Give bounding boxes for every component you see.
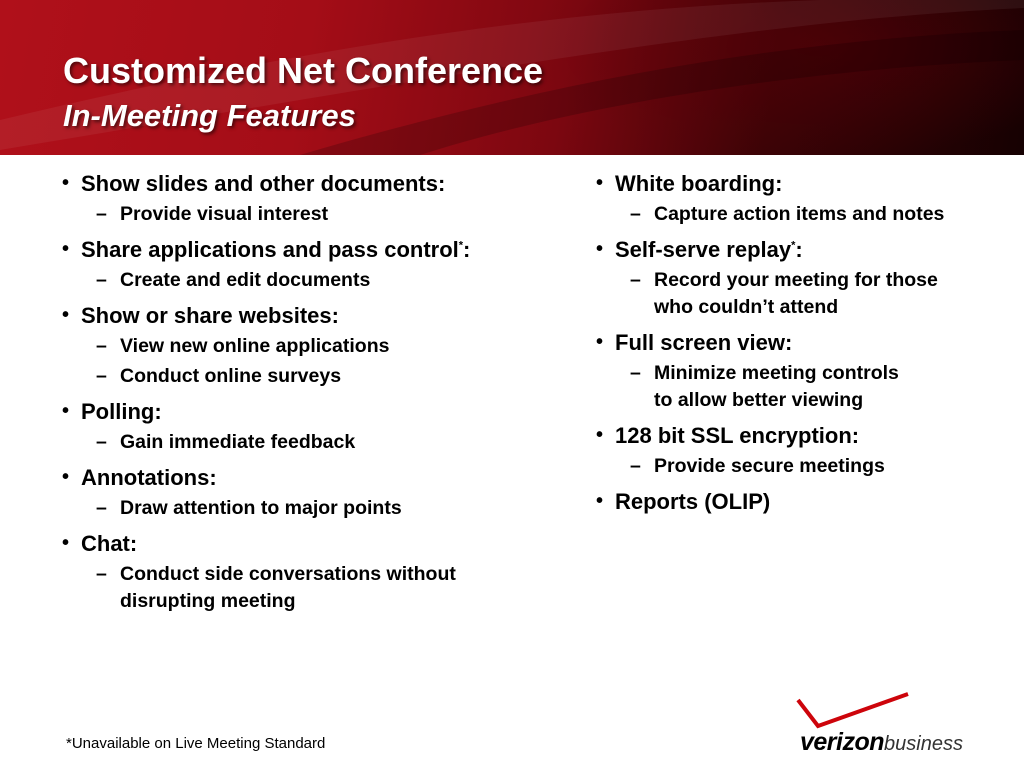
logo-brand-text: verizon — [800, 728, 885, 756]
bullet-text: Annotations: — [81, 465, 217, 490]
bullet-text: Reports (OLIP) — [615, 489, 771, 514]
sub-bullet-text: – Record your meeting for those — [654, 269, 938, 291]
bullet-item — [58, 397, 558, 426]
sub-bullet-item — [58, 267, 558, 294]
slide-header — [0, 0, 1024, 155]
sub-bullet-text: – Conduct online surveys — [120, 365, 342, 387]
bullet-item — [592, 487, 1012, 516]
bullet-text: Show slides and other documents: — [81, 171, 446, 196]
checkmark-stroke — [798, 694, 908, 726]
sub-bullet-item — [58, 561, 558, 615]
sub-bullet-item — [592, 360, 1012, 414]
sub-bullet-item — [58, 333, 558, 360]
bullet-item — [58, 301, 558, 330]
sub-bullet-text: – Gain immediate feedback — [120, 431, 356, 453]
bullet-colon: : — [795, 237, 803, 262]
sub-bullet-text: – Provide secure meetings — [654, 455, 885, 477]
sub-bullet-text: – Conduct side conversations without — [120, 563, 456, 585]
bullet-item — [58, 463, 558, 492]
sub-bullet-item — [592, 453, 1012, 480]
bullet-text: Self-serve replay — [615, 237, 792, 262]
sub-bullet-text: – View new online applications — [120, 335, 390, 357]
sub-bullet-item — [592, 201, 1012, 228]
left-bullet-column — [58, 169, 558, 615]
bullet-item — [58, 169, 558, 198]
sub-bullet-text: to allow better viewing — [654, 389, 864, 411]
logo-wordmark — [800, 728, 963, 757]
bullet-text: Show or share websites: — [81, 303, 339, 328]
sub-bullet-item — [58, 363, 558, 390]
sub-bullet-text: – Provide visual interest — [120, 203, 329, 225]
slide-subtitle: In-Meeting Features — [63, 98, 356, 133]
right-bullet-column — [592, 169, 1012, 516]
logo-suffix-text: business — [884, 733, 963, 755]
sub-bullet-text: disrupting meeting — [120, 590, 296, 612]
bullet-text: Chat: — [81, 531, 138, 556]
bullet-item — [58, 529, 558, 558]
footnote-marker: * — [458, 239, 464, 252]
bullet-item — [592, 169, 1012, 198]
sub-bullet-text: – Draw attention to major points — [120, 497, 402, 519]
sub-bullet-text: – Create and edit documents — [120, 269, 371, 291]
footnote: *Unavailable on Live Meeting Standard — [66, 735, 326, 752]
bullet-text: 128 bit SSL encryption: — [615, 423, 860, 448]
bullet-item — [592, 328, 1012, 357]
verizon-business-logo — [796, 690, 986, 760]
bullet-item — [58, 235, 558, 264]
sub-bullet-item — [592, 267, 1012, 321]
sub-bullet-item — [58, 495, 558, 522]
verizon-checkmark-icon — [796, 690, 916, 730]
slide-title: Customized Net Conference — [63, 50, 544, 91]
sub-bullet-item — [58, 201, 558, 228]
bullet-text: Full screen view: — [615, 330, 793, 355]
bullet-text: Share applications and pass control — [81, 237, 459, 262]
bullet-item — [592, 421, 1012, 450]
sub-bullet-text: – Minimize meeting controls — [654, 362, 899, 384]
bullet-text: White boarding: — [615, 171, 783, 196]
sub-bullet-text: – Capture action items and notes — [654, 203, 945, 225]
bullet-item — [592, 235, 1012, 264]
sub-bullet-text: who couldn’t attend — [654, 296, 839, 318]
sub-bullet-item — [58, 429, 558, 456]
bullet-text: Polling: — [81, 399, 162, 424]
bullet-colon: : — [463, 237, 471, 262]
footnote-marker: * — [791, 239, 796, 252]
